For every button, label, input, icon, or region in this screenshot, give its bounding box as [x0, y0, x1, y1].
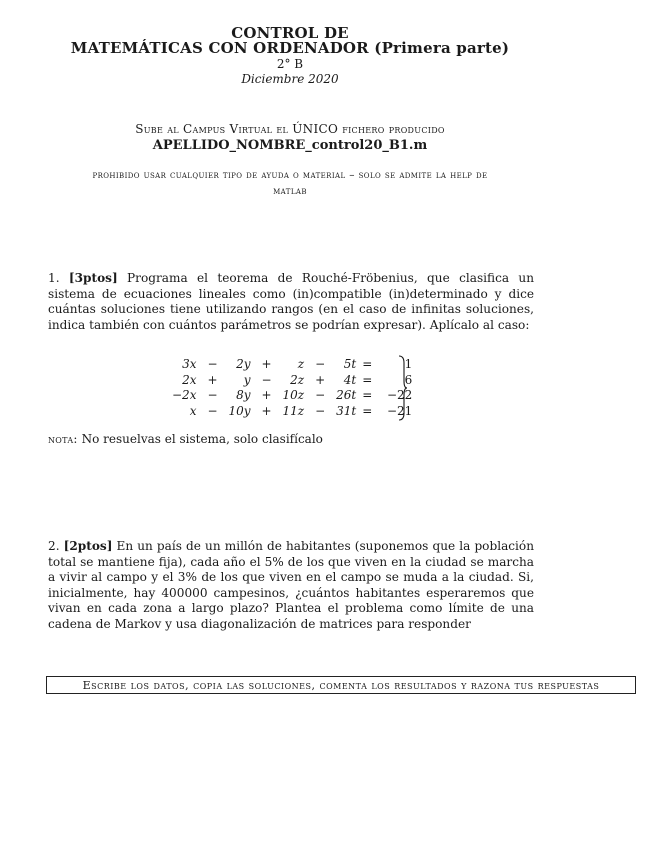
exercise-2-number: 2.: [48, 539, 60, 553]
system-cell: 3x: [182, 357, 197, 371]
system-cell: −22: [386, 388, 413, 402]
system-cell: 10z: [282, 388, 305, 402]
system-cell: −: [315, 388, 326, 402]
system-cell: −: [315, 357, 326, 371]
system-cell: +: [315, 372, 326, 387]
exercise-1-number: 1.: [48, 271, 60, 285]
system-cell: 1: [404, 357, 413, 371]
system-cell: y: [243, 372, 251, 387]
system-cell: +: [261, 403, 272, 418]
system-row: [168, 373, 416, 389]
system-cell: =: [362, 357, 373, 371]
system-cell: +: [261, 388, 272, 402]
title-line-2: MATEMÁTICAS CON ORDENADOR (Primera parte): [70, 39, 510, 57]
system-cell: 26t: [336, 388, 357, 402]
system-cell: −21: [386, 403, 413, 418]
system-cell: +: [207, 372, 218, 387]
system-cell: 31t: [336, 403, 357, 418]
system-cell: 2y: [236, 357, 251, 371]
system-cell: +: [261, 357, 272, 371]
title-line-1: CONTROL DE: [231, 24, 349, 42]
system-cell: 2z: [290, 372, 305, 387]
exercise-2-points: [2ptos]: [63, 539, 113, 553]
exercise-1-note: [48, 432, 323, 446]
system-cell: −: [207, 357, 218, 371]
required-filename: APELLIDO_NOMBRE_control20_B1.m: [152, 138, 428, 153]
linear-system: [168, 357, 416, 419]
system-cell: −: [207, 403, 218, 418]
system-cell: −: [315, 403, 326, 418]
system-cell: 8y: [236, 388, 251, 402]
system-cell: 6: [404, 372, 413, 387]
system-cell: 4t: [343, 372, 357, 387]
upload-instruction: Sube al Campus Virtual el ÚNICO fichero producido: [135, 122, 445, 136]
system-row: [168, 357, 416, 373]
exam-date: Diciembre 2020: [241, 72, 339, 86]
system-cell: 10y: [228, 403, 251, 418]
system-row: [168, 404, 416, 420]
system-cell: =: [362, 388, 373, 402]
system-cell: −: [207, 388, 218, 402]
boxed-instruction: Escribe los datos, copia las soluciones, comenta los resultados y razona tus respuestas: [46, 676, 636, 694]
system-row: [168, 388, 416, 404]
system-cell: z: [297, 357, 305, 371]
exercise-2-statement: [48, 539, 534, 633]
system-cell: −2x: [172, 388, 197, 402]
system-cell: 11z: [282, 403, 305, 418]
linear-system-table: [168, 357, 416, 419]
group-label: 2° B: [276, 57, 304, 71]
note-label: nota:: [48, 432, 78, 446]
system-cell: 2x: [182, 372, 197, 387]
system-cell: −: [261, 372, 272, 387]
system-cell: =: [362, 403, 373, 418]
note-text: No resuelvas el sistema, solo clasifícalo: [81, 432, 323, 446]
exercise-2-text: En un país de un millón de habitantes (suponemos que la población total se mantiene fija), cada año el 5% de los que viven en la ciudad se marcha a vivir al campo y el 3% de los que viven en el campo se muda a la ciudad. Si, inicialmente, hay 400000 campesinos, ¿cuántos habitantes esperaremos que vivan en cada zona a largo plazo? Plantea el problema como límite de una cadena de Markov y usa diagonalización de matrices para responder: [48, 539, 534, 631]
exercise-1-statement: [48, 271, 534, 333]
exercise-1-points: [3ptos]: [68, 271, 118, 285]
exercise-1-text: Programa el teorema de Rouché-Fröbenius, que clasifica un sistema de ecuaciones lineales como (in)compatible (in)determinado y dice cuántas soluciones tiene utilizando rangos (en el caso de infinitas soluciones, indica también con cuántos parámetros se podrían expresar). Aplícalo al caso:: [48, 271, 534, 332]
system-cell: 5t: [343, 357, 357, 371]
prohibition-notice: prohibido usar cualquier tipo de ayuda o material – solo se admite la help de matlab: [92, 169, 488, 197]
right-brace-icon: [398, 355, 408, 421]
system-cell: x: [189, 403, 197, 418]
system-cell: =: [362, 372, 373, 387]
